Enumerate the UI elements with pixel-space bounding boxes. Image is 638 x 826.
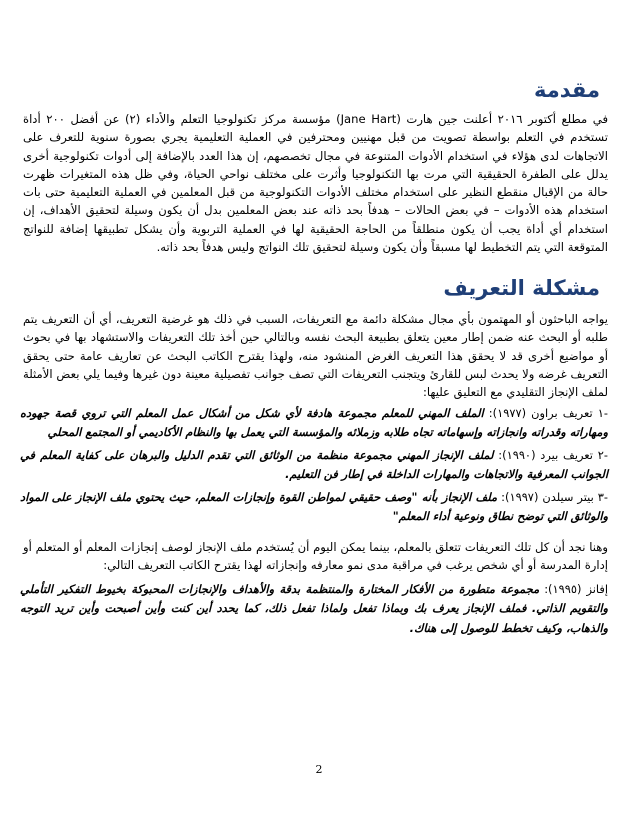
definition-number: -١	[597, 406, 608, 420]
definition-item	[20, 446, 608, 484]
introduction-paragraph: في مطلع أكتوبر ٢٠١٦ أعلنت جين هارت (Jane Hart) مؤسسة مركز تكنولوجيا التعلم والأداء (٢) عن أفضل ٢٠٠ أداة تستخدم في التعلم بواسطة تصويت من قبل مهنيين ومحترفين في العملية التعليمية يجري بصورة سنوية للتعرف على الاتجاهات لدى هؤلاء في استخدام الأدوات المتنوعة في مجال تخصصهم، إن هذا العدد بالإضافة إلى أدوات تكنولوجية أخرى يدلل على الطفرة الحقيقية التي مرت بها التكنولوجيا وأثرت على مختلف نواحي الحياة، وفي ظل هذه المتغيرات ظهرت حالة من الإقبال منقطع النظير على استخدام مختلف الأدوات التكنولوجية من قبل المعلمين في العملية التعليمية حتى بات استخدام هذه الأدوات – في بعض الحالات – هدفاً بحد ذاته عند بعض المعلمين بدل أن يكون وسيلة لتحقيق الأهداف، إن استخدام أي أداة يجب أن يكون منطلقاً من الحاجة الحقيقية لها في العملية التربوية وأن يشكل تطبيقها إضافة للنواتج المتوقعة التي يتم التخطيط لها مسبقاً وأن يكون وسيلة لتحقيق تلك النواتج وليس هدفاً بحد ذاته.	[23, 112, 608, 255]
introduction-heading: مقدمة	[534, 78, 600, 102]
definition-text: ملف الإنجاز بأنه "وصف حقيقي لمواطن القوة وإنجازات المعلم، حيث يحتوي ملف الإنجاز على المواد والوثائق التي توضح نطاق ونوعية أداء المعلم"	[20, 490, 608, 523]
definition-text: لملف الإنجاز المهني مجموعة منظمة من الوثائق التي تقدم الدليل والبرهان على كفاية المعلم في الجوانب المعرفية والاتجاهات والمهارات الداخلة في إطار فن التعليم.	[20, 448, 608, 481]
definition-number: -٣	[597, 490, 608, 504]
proposed-definition	[20, 580, 608, 638]
page-number: 2	[315, 763, 323, 776]
definition-source: تعريف براون (١٩٧٧):	[488, 406, 593, 420]
definition-number: -٢	[597, 448, 609, 462]
definition-source: تعريف بيرد (١٩٩٠):	[498, 448, 593, 462]
definition-item	[20, 404, 608, 442]
quote-source: إفانز (١٩٩٥):	[544, 582, 608, 596]
definition-problem-heading: مشكلة التعريف	[443, 276, 600, 300]
definition-source: بيتر سيلدن (١٩٩٧):	[501, 490, 594, 504]
definition-item	[20, 488, 608, 526]
definitions-list	[20, 404, 608, 530]
closing-paragraph: وهنا نجد أن كل تلك التعريفات تتعلق بالمعلم، بينما يمكن اليوم أن يُستخدم ملف الإنجاز لوصف إنجازات المعلم أو المتعلم أو إدارة المدرسة أو أي شخص يرغب في مراقبة مدى نمو معارفه وإنجازاته لهذا يقترح الكاتب التعريف التالي:	[23, 540, 608, 573]
definition-problem-paragraph: يواجه الباحثون أو المهتمون بأي مجال مشكلة دائمة مع التعريفات، السبب في ذلك هو غرضية التعريف، أي أن التعريف يتم طلبه أو البحث عنه ضمن إطار معين يتعلق بطبيعة البحث نفسه وبالتالي حين أخذ تلك التعريفات والاستشهاد بها في بحوث أو مواضيع أخرى قد لا يحقق هذا التعريف الغرض المنشود منه، ولهذا يقترح الكاتب البحث عن تعاريف عامة حتى يحقق التعريف غرضه ولا يحدث لبس للقارئ ويتجنب التعريفات التي تصف جوانب تفصيلية معينة دون غيرها وفيما يلي بعض الأمثلة لملف الإنجاز التقليدي مع التعليق عليها:	[23, 312, 608, 400]
quote-text: مجموعة متطورة من الأفكار المختارة والمنتظمة بدقة والأهداف والإنجازات المحبوكة بخيوط التفكير التأملي والتقويم الذاتي. فملف الإنجاز يعرف بك وبماذا تفعل ولماذا تفعل ذلك، كما يحدد أين كنت وأين أصبحت وأين تريد التوجه والذهاب، وكيف تخطط للوصول إلى هناك.	[20, 582, 608, 635]
definition-text: الملف المهني للمعلم مجموعة هادفة لأي شكل من أشكال عمل المعلم التي تروي قصة جهوده ومهاراته وقدراته وانجازاته وإسهاماته تجاه طلابه وزملائه والمؤسسة التي يعمل بها والنظام الأكاديمي أو المجتمع المحلي	[20, 406, 608, 439]
